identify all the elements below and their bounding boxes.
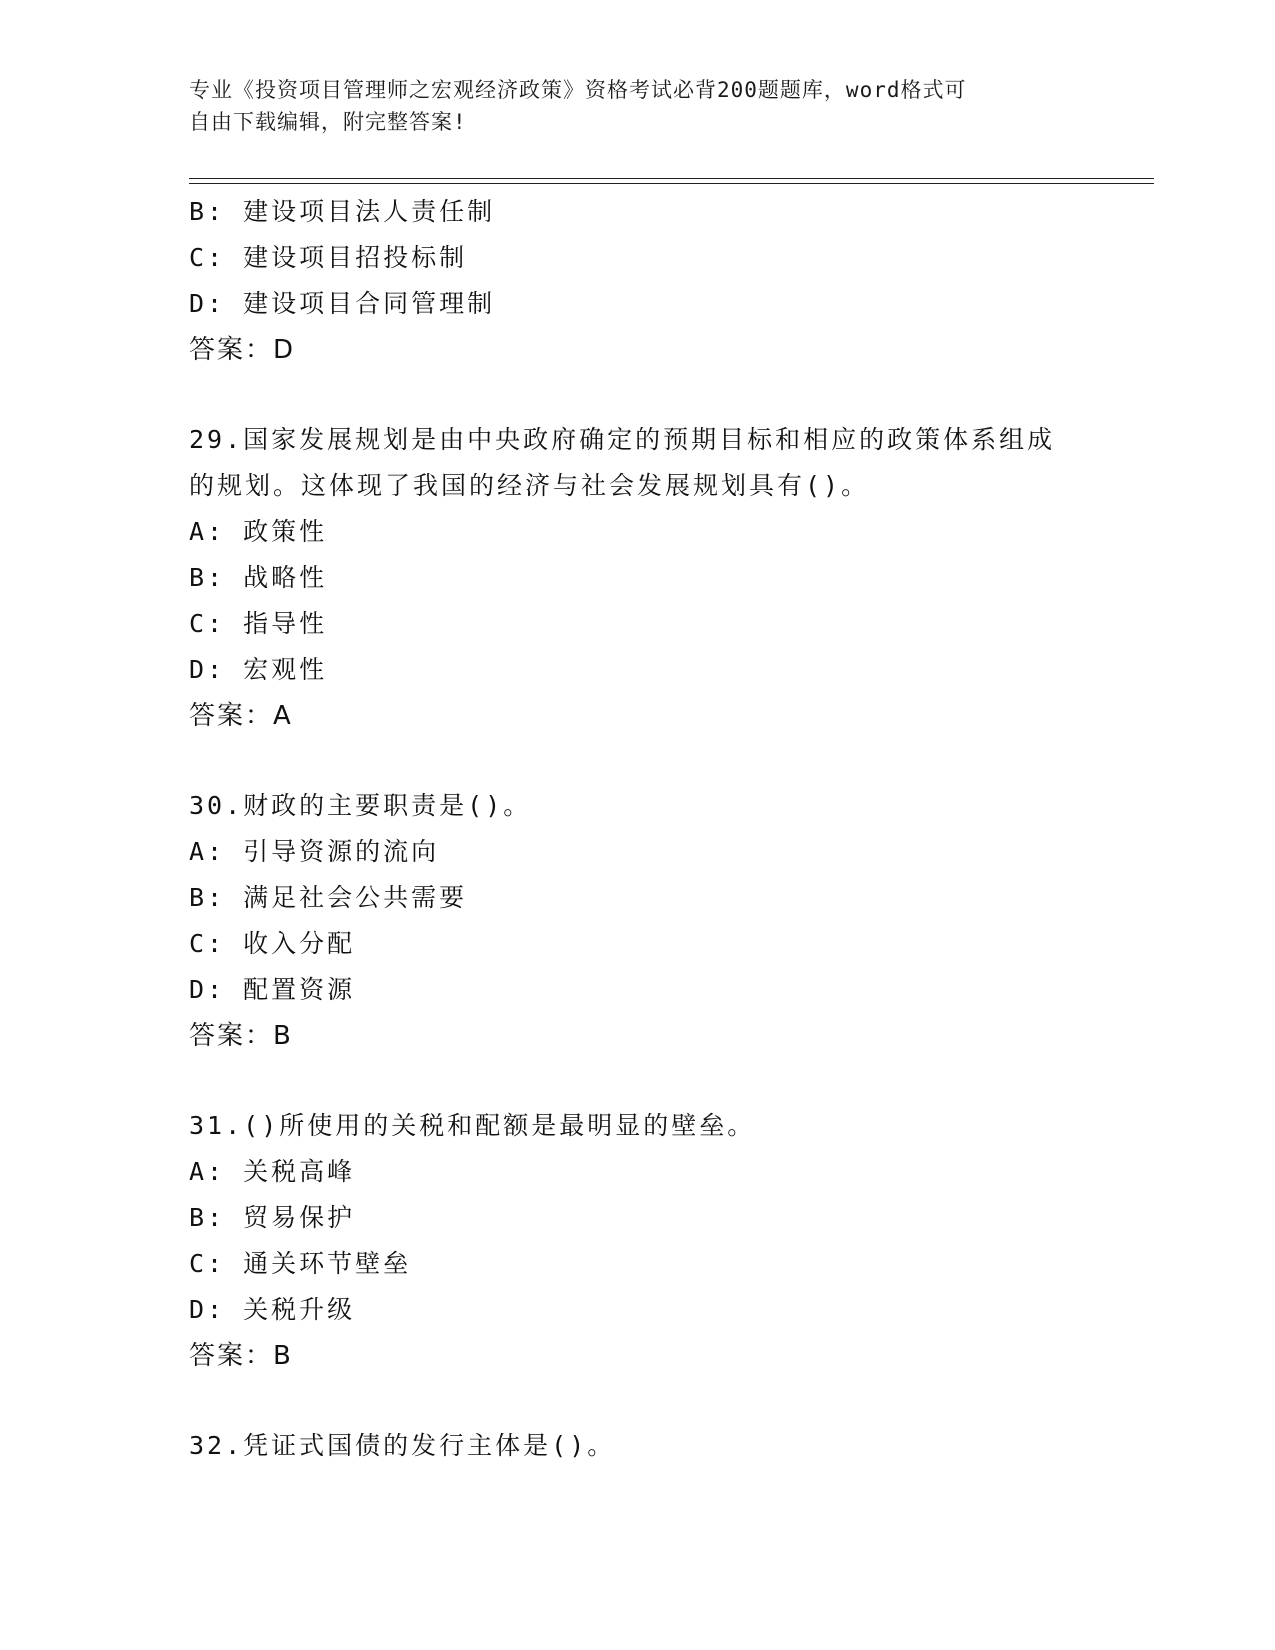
question-stem: 31.()所使用的关税和配额是最明显的壁垒。	[189, 1111, 756, 1140]
header-line-2: 自由下载编辑，附完整答案!	[189, 110, 467, 134]
question-spacer	[189, 1059, 1089, 1103]
question-spacer	[189, 373, 1089, 417]
question-stem: 32.凭证式国债的发行主体是()。	[189, 1431, 616, 1460]
option-d: D: 建设项目合同管理制	[189, 289, 496, 318]
option-d: D: 关税升级	[189, 1295, 356, 1324]
option-b: B: 满足社会公共需要	[189, 883, 468, 912]
option-a: A: 引导资源的流向	[189, 837, 440, 866]
option-c: C: 收入分配	[189, 929, 356, 958]
option-b: B: 战略性	[189, 563, 328, 592]
question-stem-line-1: 29.国家发展规划是由中央政府确定的预期目标和相应的政策体系组成	[189, 425, 1056, 454]
option-c: C: 指导性	[189, 609, 328, 638]
answer-line: 答案：B	[189, 1021, 293, 1051]
option-d: D: 配置资源	[189, 975, 356, 1004]
question-28	[189, 189, 1089, 373]
option-b: B: 建设项目法人责任制	[189, 197, 496, 226]
option-c: C: 通关环节壁垒	[189, 1249, 412, 1278]
header-line-1: 专业《投资项目管理师之宏观经济政策》资格考试必背200题题库，word格式可	[189, 78, 967, 102]
question-29	[189, 417, 1089, 739]
question-stem-line-2: 的规划。这体现了我国的经济与社会发展规划具有()。	[189, 471, 870, 500]
question-spacer	[189, 1379, 1089, 1423]
document-header	[189, 74, 1089, 138]
answer-line: 答案：D	[189, 335, 296, 365]
answer-line: 答案：A	[189, 701, 293, 731]
question-30	[189, 783, 1089, 1059]
option-a: A: 关税高峰	[189, 1157, 356, 1186]
question-32	[189, 1423, 1089, 1469]
question-stem: 30.财政的主要职责是()。	[189, 791, 532, 820]
option-a: A: 政策性	[189, 517, 328, 546]
header-rule-bottom	[189, 183, 1154, 184]
question-list	[189, 189, 1089, 1469]
header-rule-top	[189, 178, 1154, 179]
option-b: B: 贸易保护	[189, 1203, 356, 1232]
question-31	[189, 1103, 1089, 1379]
answer-line: 答案：B	[189, 1341, 293, 1371]
question-spacer	[189, 739, 1089, 783]
option-c: C: 建设项目招投标制	[189, 243, 468, 272]
option-d: D: 宏观性	[189, 655, 328, 684]
